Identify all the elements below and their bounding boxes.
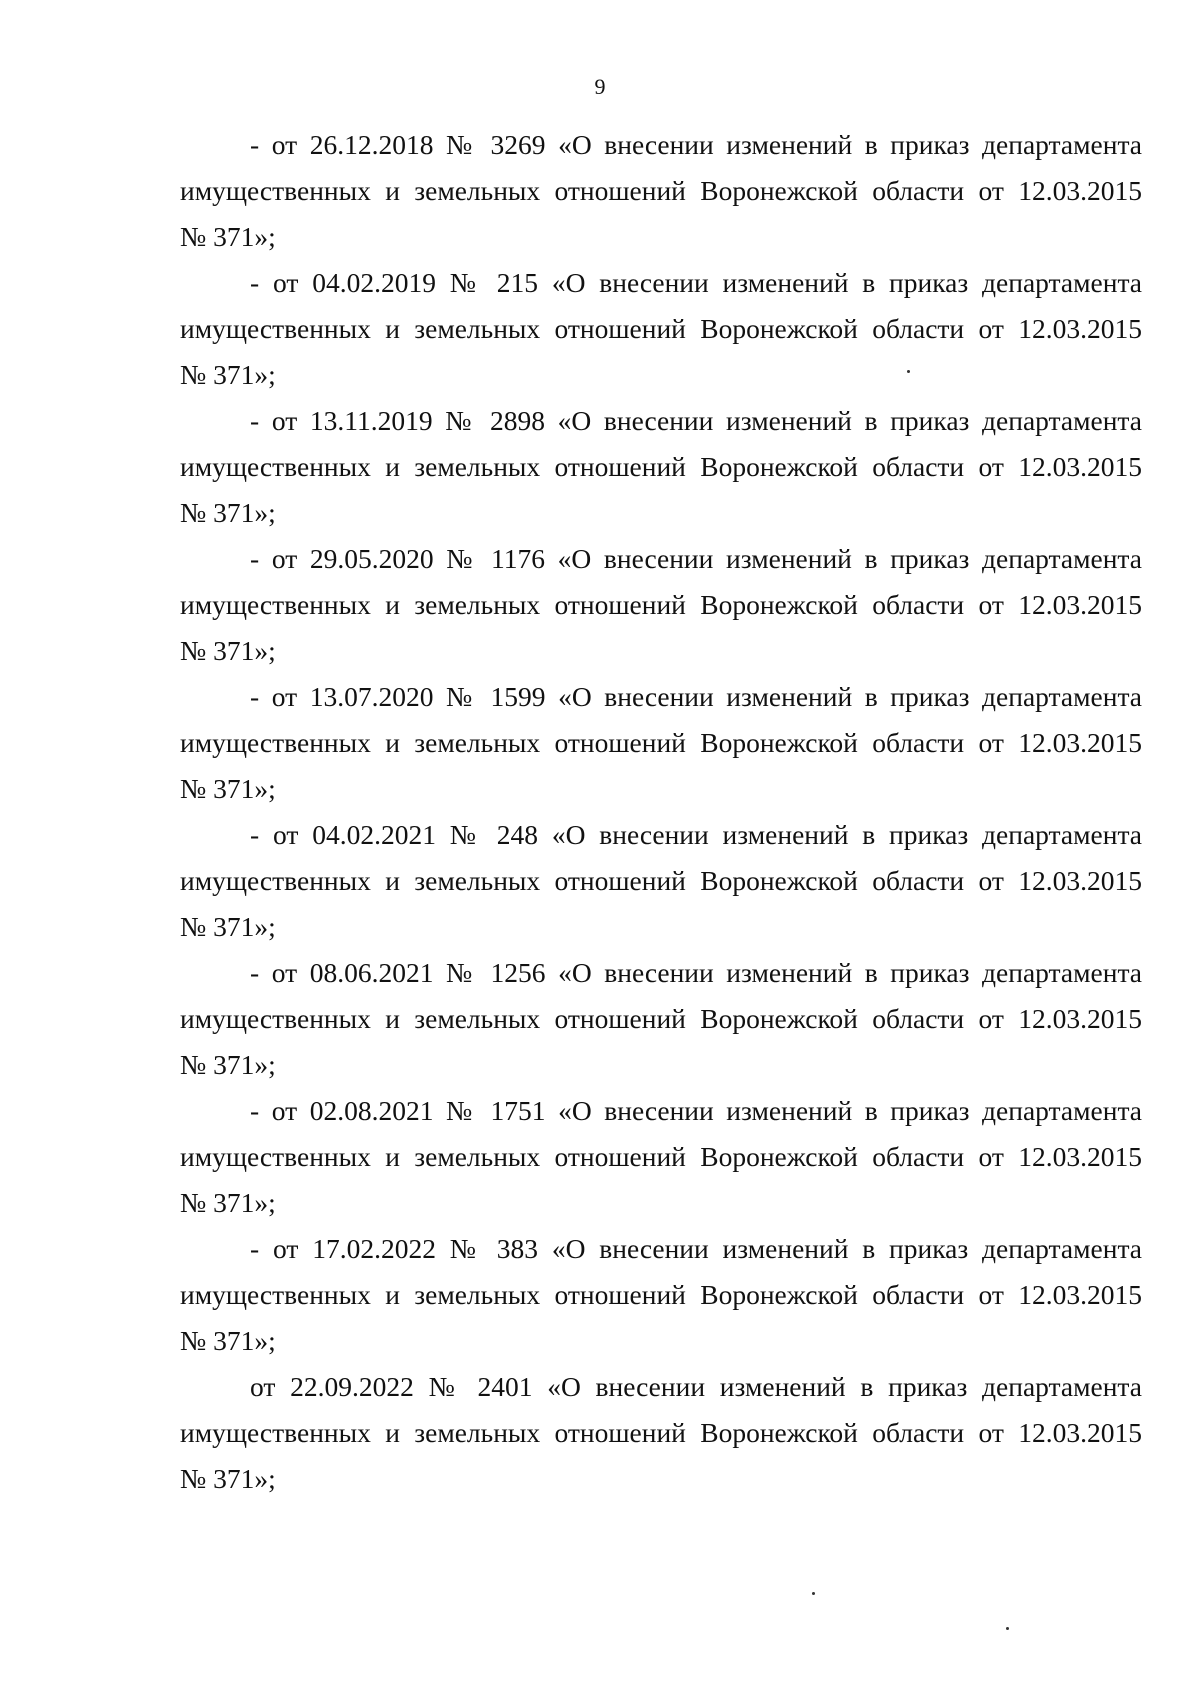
entry-line-1: - от 04.02.2019 № 215 «О внесении изменений в приказ департамента: [250, 267, 1142, 298]
entry-line-2: имущественных и земельных отношений Воронежской области от 12.03.2015: [180, 451, 1142, 482]
list-item: [180, 1226, 1142, 1364]
list-item: [180, 1364, 1142, 1502]
amendment-list: [180, 122, 1142, 1502]
list-item: [180, 1088, 1142, 1226]
entry-line-1: - от 13.11.2019 № 2898 «О внесении изменений в приказ департамента: [250, 405, 1142, 436]
entry-line-2: имущественных и земельных отношений Воронежской области от 12.03.2015: [180, 1141, 1142, 1172]
entry-line-1: от 22.09.2022 № 2401 «О внесении изменений в приказ департамента: [250, 1371, 1142, 1402]
entry-line-1: - от 26.12.2018 № 3269 «О внесении изменений в приказ департамента: [250, 129, 1142, 160]
list-item: [180, 674, 1142, 812]
page-number: 9: [594, 74, 606, 99]
entry-line-3: № 371»;: [180, 1187, 276, 1218]
entry-line-3: № 371»;: [180, 359, 276, 390]
entry-line-3: № 371»;: [180, 911, 276, 942]
entry-line-2: имущественных и земельных отношений Воронежской области от 12.03.2015: [180, 589, 1142, 620]
entry-line-3: № 371»;: [180, 635, 276, 666]
entry-line-2: имущественных и земельных отношений Воронежской области от 12.03.2015: [180, 1003, 1142, 1034]
entry-line-3: № 371»;: [180, 497, 276, 528]
list-item: [180, 398, 1142, 536]
entry-line-2: имущественных и земельных отношений Воронежской области от 12.03.2015: [180, 1417, 1142, 1448]
entry-line-2: имущественных и земельных отношений Воронежской области от 12.03.2015: [180, 727, 1142, 758]
list-item: [180, 812, 1142, 950]
entry-line-2: имущественных и земельных отношений Воронежской области от 12.03.2015: [180, 313, 1142, 344]
scan-speck: [1006, 1627, 1009, 1630]
entry-line-3: № 371»;: [180, 221, 276, 252]
entry-line-1: - от 08.06.2021 № 1256 «О внесении изменений в приказ департамента: [250, 957, 1142, 988]
list-item: [180, 122, 1142, 260]
list-item: [180, 950, 1142, 1088]
scan-speck: [907, 370, 910, 373]
list-item: [180, 260, 1142, 398]
entry-line-3: № 371»;: [180, 1325, 276, 1356]
entry-line-1: - от 04.02.2021 № 248 «О внесении изменений в приказ департамента: [250, 819, 1142, 850]
entry-line-1: - от 13.07.2020 № 1599 «О внесении изменений в приказ департамента: [250, 681, 1142, 712]
entry-line-1: - от 29.05.2020 № 1176 «О внесении изменений в приказ департамента: [250, 543, 1142, 574]
list-item: [180, 536, 1142, 674]
entry-line-2: имущественных и земельных отношений Воронежской области от 12.03.2015: [180, 865, 1142, 896]
entry-line-3: № 371»;: [180, 773, 276, 804]
entry-line-2: имущественных и земельных отношений Воронежской области от 12.03.2015: [180, 1279, 1142, 1310]
entry-line-1: - от 17.02.2022 № 383 «О внесении изменений в приказ департамента: [250, 1233, 1142, 1264]
entry-line-1: - от 02.08.2021 № 1751 «О внесении изменений в приказ департамента: [250, 1095, 1142, 1126]
entry-line-3: № 371»;: [180, 1463, 276, 1494]
entry-line-2: имущественных и земельных отношений Воронежской области от 12.03.2015: [180, 175, 1142, 206]
scan-speck: [812, 1592, 815, 1595]
entry-line-3: № 371»;: [180, 1049, 276, 1080]
